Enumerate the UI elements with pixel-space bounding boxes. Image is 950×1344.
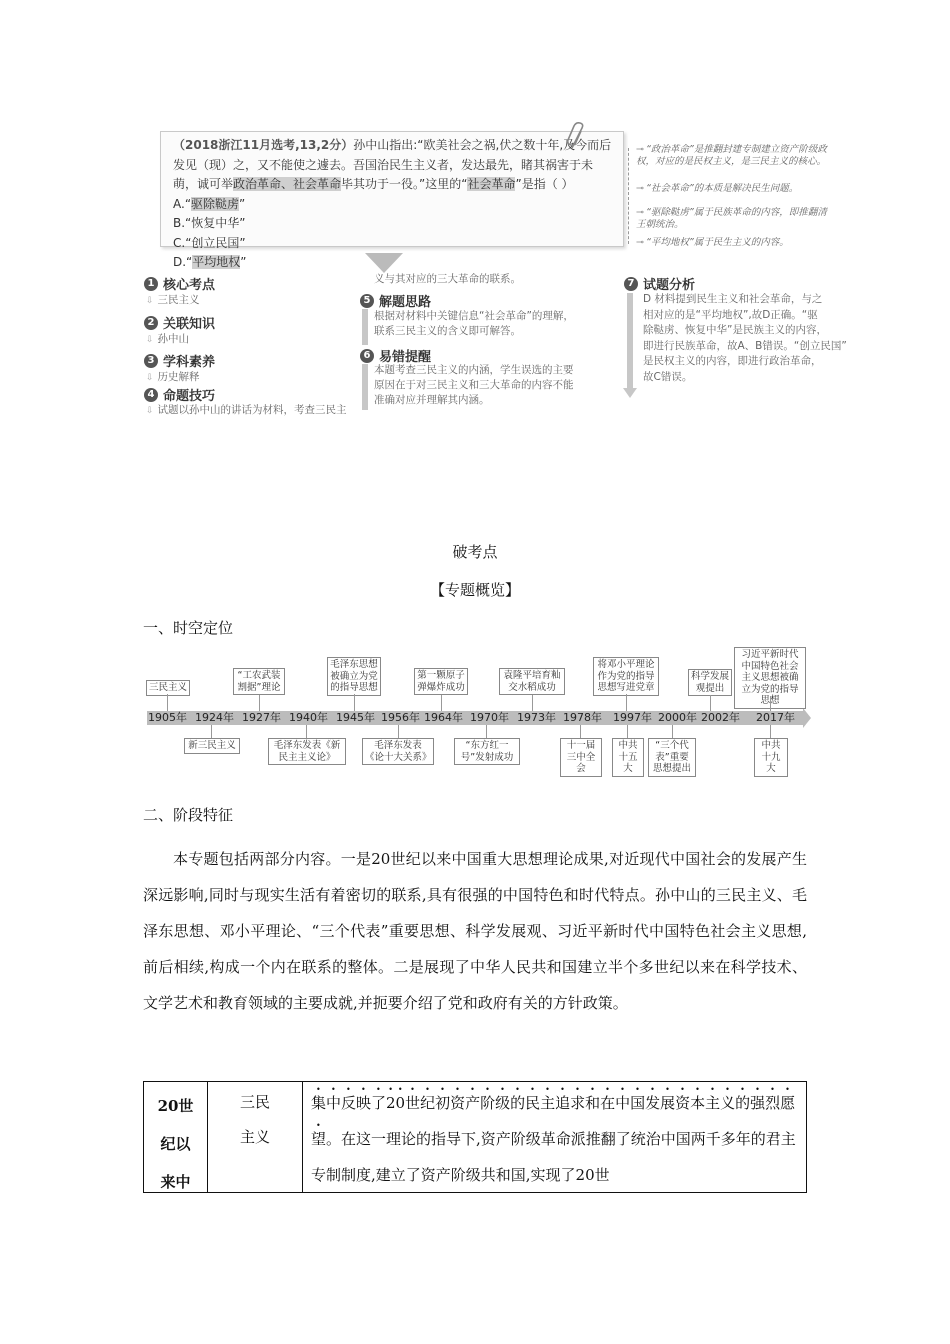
option-a: A.“驱除鞑虏” — [173, 196, 246, 211]
tick — [354, 694, 355, 711]
event-third-plenum: 十一届三中全会 — [560, 738, 602, 777]
step-7-body: D 材料提到民生主义和社会革命，与之 相对应的是“平均地权”,故D正确。“驱 除鞑虏、恢复中华”是民族主义的内容， 即进行民族革命，故A、B错误。“创立民国” 是民权主义的内容，即进行政治革命， 故C错误。 — [643, 293, 847, 383]
year-1997: 1997年 — [613, 711, 652, 724]
emphasis-text-2: 的强烈愿望 — [311, 1094, 796, 1148]
year-1964: 1964年 — [424, 711, 463, 724]
tick — [627, 725, 628, 738]
annotation-4: ⊸ “平均地权”属于民生主义的内容。 — [636, 237, 789, 248]
subheading: 【专题概览】 — [429, 581, 520, 599]
event-new-sanmin: 新三民主义 — [184, 738, 240, 754]
step-6-body: 本题考查三民主义的内涵，学生误选的主要 原因在于对三民主义和三大革命的内容不能 准确对应并理解其内涵。 — [374, 364, 574, 406]
tick — [486, 725, 487, 738]
year-1978: 1978年 — [563, 711, 602, 724]
table-col-period: 20世 纪以 来中 — [144, 1082, 208, 1192]
year-1940: 1940年 — [289, 711, 328, 724]
step-5-bar — [362, 309, 368, 345]
tick — [770, 696, 771, 711]
tick — [441, 695, 442, 711]
table-content-rest: 。在这一理论的指导下,资产阶级革命派推翻了统治中国两千多年的君主专制制度,建立了资产阶级共和国,实现了20世 — [311, 1130, 796, 1184]
page-heading: 破考点 — [452, 543, 498, 561]
event-mao-thought: 毛泽东思想被确立为党的指导思想 — [327, 657, 381, 696]
paperclip-icon — [566, 122, 588, 150]
step-4-continuation: 义与其对应的三大革命的联系。 — [374, 273, 521, 285]
step-1-title: 1 核心考点 — [144, 274, 215, 293]
event-armed-separatism: “工农武装割据”理论 — [233, 668, 285, 695]
tick — [580, 725, 581, 738]
section-2-title: 二、阶段特征 — [143, 806, 234, 824]
annotation-connector — [628, 148, 629, 244]
step-4-body: ⇩ 试题以孙中山的讲话为材料，考查三民主 — [146, 404, 347, 416]
step-6-title: 6 易错提醒 — [360, 346, 431, 365]
step-5-body: 根据对材料中关键信息“社会革命”的理解， 联系三民主义的含义即可解答。 — [374, 310, 574, 337]
option-d: D.“平均地权” — [173, 255, 247, 269]
event-new-democracy: 毛泽东发表《新民主主义论》 — [268, 738, 346, 765]
tick — [626, 694, 627, 711]
event-three-represents: “三个代表”重要思想提出 — [648, 738, 696, 777]
year-1956: 1956年 — [381, 711, 420, 724]
step-4-title: 4 命题技巧 — [144, 385, 215, 404]
tick — [532, 695, 533, 711]
annotation-1: ⊸ “政治革命”是推翻封建专制建立资产阶级政权，对应的是民权主义，是三民主义的核心。 — [636, 144, 827, 167]
event-15th-congress: 中共十五大 — [612, 738, 644, 777]
question-text-b: 毕其功于一役。”这里的“ — [341, 177, 468, 191]
event-deng-theory: 将邓小平理论作为党的指导思想写进党章 — [593, 657, 659, 696]
option-c: C.“创立民国” — [173, 235, 246, 250]
year-2017: 2017年 — [756, 711, 795, 724]
highlight-political-social: 政治革命、社会革命 — [233, 177, 342, 191]
year-2002: 2002年 — [701, 711, 740, 724]
step-7-title: 7 试题分析 — [624, 274, 695, 293]
event-atomic-bomb: 第一颗原子弹爆炸成功 — [414, 668, 468, 695]
timeline-arrow-icon — [803, 708, 811, 728]
year-1970: 1970年 — [470, 711, 509, 724]
event-dongfanghong: “东方红一号”发射成功 — [454, 738, 520, 765]
step-7-bar — [627, 293, 633, 389]
year-1973: 1973年 — [517, 711, 556, 724]
event-hybrid-rice: 袁隆平培育籼交水稻成功 — [499, 668, 565, 695]
tick — [770, 725, 771, 738]
highlight-social-revolution: 社会革命 — [467, 177, 516, 191]
event-19th-congress: 中共十九大 — [754, 738, 788, 777]
event-ten-relations: 毛泽东发表《论十大关系》 — [362, 738, 434, 765]
step-3-title: 3 学科素养 — [144, 351, 215, 370]
step-6-bar — [362, 364, 368, 410]
tick — [672, 725, 673, 738]
annotation-2: ⊸ “社会革命”的本质是解决民生问题。 — [636, 183, 799, 194]
down-arrow-icon — [365, 253, 403, 273]
year-2000: 2000年 — [658, 711, 697, 724]
tick — [167, 694, 168, 711]
event-sanmin: 三民主义 — [146, 680, 190, 696]
stage-paragraph: 本专题包括两部分内容。一是20世纪以来中国重大思想理论成果,对近现代中国社会的发展产生深远影响,同时与现实生活有着密切的联系,具有很强的中国特色和时代特点。孙中山的三民主义、毛泽东思想、邓小平理论、“三个代表”重要思想、科学发展观、习近平新时代中国特色社会主义思想,前后相续,构成一个内在联系的整体。二是展现了中华人民共和国建立半个多世纪以来在科学技术、文学艺术和教育领域的主要成就,并扼要介绍了党和政府有关的方针政策。 — [143, 850, 807, 1012]
step-5-title: 5 解题思路 — [360, 291, 431, 310]
tick — [259, 695, 260, 711]
table-col-content — [303, 1082, 806, 1192]
question-text-c: ”是指（ ） — [515, 177, 574, 191]
question-text-a: 孙中山指出:“欧美社会之祸,伏之数十年,及今而后发见（现）之，又不能使之遽去。吾国治民生主义者，发达最先，睹其祸害于未萌，诚可举 — [173, 138, 612, 191]
annotation-3: ⊸ “驱除鞑虏”属于民族革命的内容，即推翻清王朝统治。 — [636, 207, 827, 230]
emphasis-text-1: 集中反映了20世纪初资产阶级的民主追求和在中国发展资本主义 — [311, 1094, 736, 1112]
option-b: B.“恢复中华” — [173, 216, 246, 230]
step-2-title: 2 关联知识 — [144, 313, 215, 332]
question-source: （2018浙江11月选考,13,2分） — [173, 138, 354, 152]
step-1-body: ⇩ 三民主义 — [146, 294, 200, 306]
section-1-title: 一、时空定位 — [143, 619, 234, 637]
tick — [710, 695, 711, 711]
step-3-body: ⇩ 历史解释 — [146, 371, 200, 383]
question-card — [160, 131, 624, 269]
year-1927: 1927年 — [242, 711, 281, 724]
step-7-arrow-icon — [623, 388, 637, 398]
table-col-topic: 三民 主义 — [208, 1082, 303, 1192]
event-xi-thought: 习近平新时代中国特色社会主义思想被确立为党的指导思想 — [734, 647, 806, 709]
tick — [211, 725, 212, 738]
tick — [398, 725, 399, 738]
tick — [306, 725, 307, 738]
year-1924: 1924年 — [195, 711, 234, 724]
step-2-body: ⇩ 孙中山 — [146, 333, 190, 345]
year-1945: 1945年 — [336, 711, 375, 724]
event-scientific-development: 科学发展观提出 — [688, 669, 732, 696]
content-table — [143, 1081, 807, 1193]
year-1905: 1905年 — [148, 711, 187, 724]
